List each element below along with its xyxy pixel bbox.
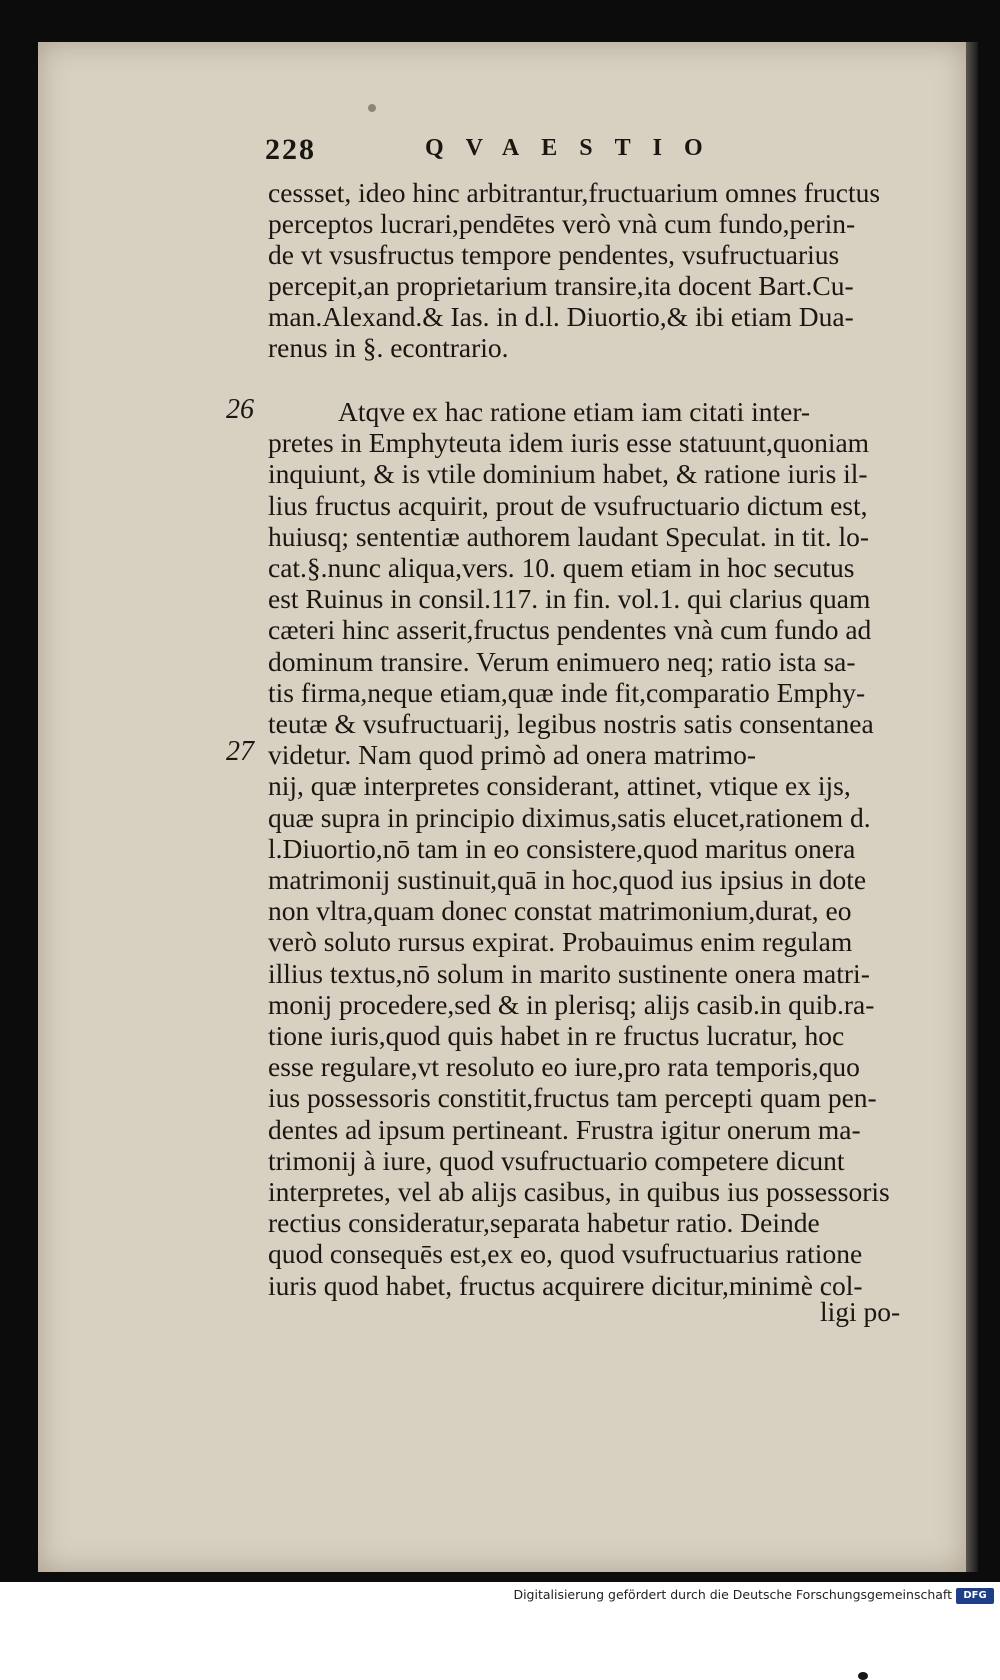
text-line: videtur. Nam quod primò ad onera matrimo- — [268, 739, 757, 771]
text-line: cæteri hinc asserit,fructus pendentes vnà cum fundo ad — [268, 614, 872, 646]
text-line: iuris quod habet, fructus acquirere dicitur,minimè col- — [268, 1269, 863, 1301]
page-number: 228 — [265, 133, 316, 166]
text-line: dentes ad ipsum pertineant. Frustra igitur onerum ma- — [268, 1113, 861, 1145]
funding-credit: Digitalisierung gefördert durch die Deutsche Forschungsgemeinschaft — [513, 1587, 952, 1602]
text-line: nij, quæ interpretes considerant, attinet, vtique ex ijs, — [268, 770, 851, 802]
text-line: teutæ & vsufructuarij, legibus nostris satis consentanea — [268, 708, 874, 739]
running-head — [265, 133, 825, 173]
text-line: lius fructus acquirit, prout de vsufructuario dictum est, — [268, 489, 868, 521]
text-line: illius textus,nō solum in marito sustinente onera matri- — [268, 957, 870, 989]
text-line: trimonij à iure, quod vsufructuario competere dicunt — [268, 1144, 845, 1176]
text-line: huiusq; sententiæ authorem laudant Speculat. in tit. lo- — [268, 520, 870, 552]
text-line: tis firma,neque etiam,quæ inde fit,comparatio Emphy- — [268, 676, 866, 708]
text-line: matrimonij sustinuit,quā in hoc,quod ius ipsius in dote — [268, 864, 867, 895]
text-line: inquiunt, & is vtile dominium habet, & ratione iuris il- — [268, 458, 868, 490]
text-line: percepit,an proprietarium transire,ita docent Bart.Cu- — [268, 270, 854, 301]
text-line: monij procedere,sed & in plerisq; alijs casib.in quib.ra- — [268, 988, 875, 1020]
text-line: l.Diuortio,nō tam in eo consistere,quod maritus onera — [268, 832, 856, 864]
text-line: ius possessoris constitit,fructus tam percepti quam pen- — [268, 1082, 877, 1114]
text-line: rectius consideratur,separata habetur ratio. Deinde — [268, 1207, 820, 1239]
ink-fleck — [368, 104, 376, 112]
text-line: non vltra,quam donec constat matrimonium,durat, eo — [268, 895, 852, 927]
margin-number: 26 — [226, 394, 254, 425]
text-line: quod consequēs est,ex eo, quod vsufructuarius ratione — [268, 1238, 863, 1270]
text-line: perceptos lucrari,pendētes verò vnà cum fundo,perin- — [268, 208, 856, 239]
text-line: pretes in Emphyteuta idem iuris esse statuunt,quoniam — [268, 427, 870, 459]
text-line: Atqve ex hac ratione etiam iam citati inter- — [338, 396, 811, 427]
text-line: cessset, ideo hinc arbitrantur,fructuarium omnes fructus — [268, 177, 881, 208]
text-line: verò soluto rursus expirat. Probauimus enim regulam — [268, 926, 853, 958]
text-line: dominum transire. Verum enimuero neq; ratio ista sa- — [268, 645, 856, 677]
text-line: quæ supra in principio diximus,satis elucet,rationem d. — [268, 801, 871, 833]
text-line: tione iuris,quod quis habet in re fructus lucratur, hoc — [268, 1020, 845, 1051]
text-line: est Ruinus in consil.117. in fin. vol.1. qui clarius quam — [268, 583, 871, 615]
footer-bar — [0, 1585, 1000, 1607]
ink-fleck — [858, 1672, 868, 1680]
text-line: renus in §. econtrario. — [268, 332, 509, 363]
text-line: interpretes, vel ab alijs casibus, in quibus ius possessoris — [268, 1176, 890, 1207]
text-line: esse regulare,vt resoluto eo iure,pro rata temporis,quo — [268, 1051, 860, 1083]
text-line: cat.§.nunc aliqua,vers. 10. quem etiam in hoc secutus — [268, 552, 855, 583]
text-line: man.Alexand.& Ias. in d.l. Diuortio,& ibi etiam Dua- — [268, 301, 854, 332]
running-title: QVAESTIO — [425, 135, 725, 161]
catchword: ligi po- — [820, 1296, 901, 1327]
text-line: de vt vsusfructus tempore pendentes, vsufructuarius — [268, 239, 840, 270]
margin-number: 27 — [226, 736, 254, 767]
dfg-logo: DFG — [956, 1588, 994, 1604]
